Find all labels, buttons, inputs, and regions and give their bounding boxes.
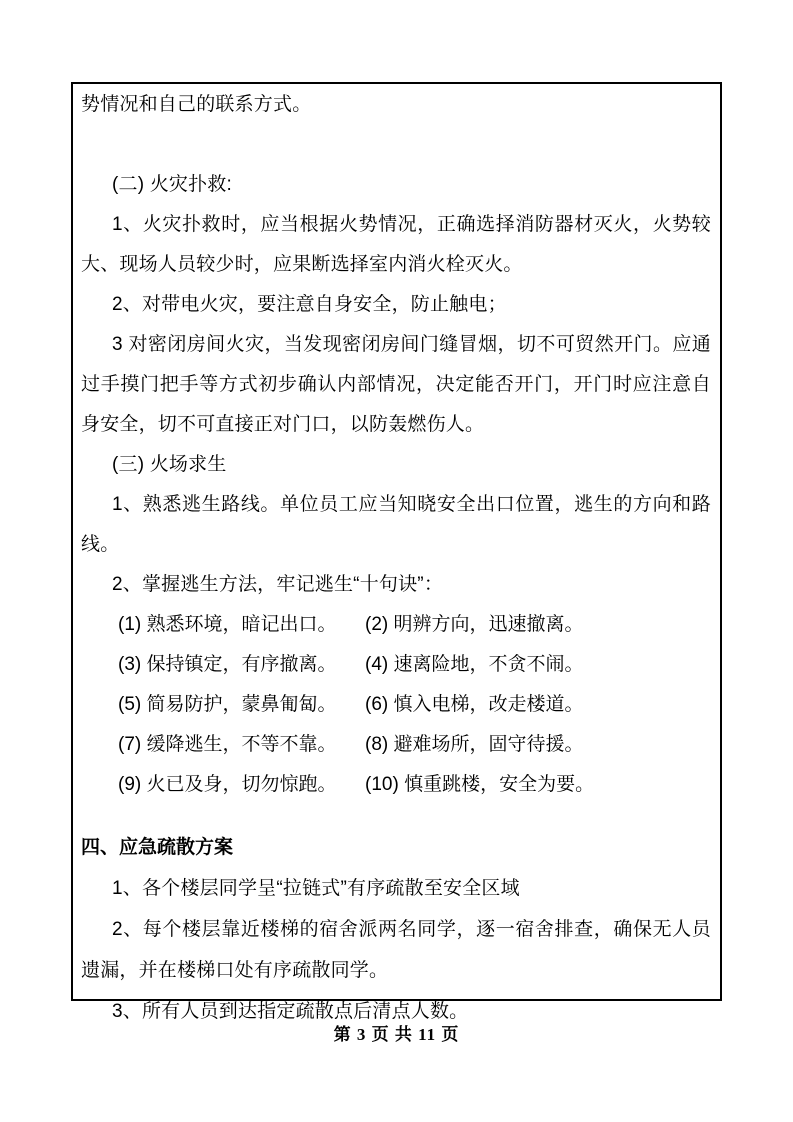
firefighting-item-1: 1、火灾扑救时，应当根据火势情况，正确选择消防器材灭火，火势较大、现场人员较少时，应果断选择室内消火栓灭火。 xyxy=(81,214,711,275)
survival-item-1: 1、熟悉逃生路线。单位员工应当知晓安全出口位置，逃生的方向和路线。 xyxy=(81,494,711,555)
escape-rule-row xyxy=(81,765,711,805)
evacuation-heading: 四、应急疏散方案 xyxy=(81,837,234,858)
escape-rule-2: (2) 明辨方向，迅速撤离。 xyxy=(365,614,584,635)
escape-rule-8: (8) 避难场所，固守待援。 xyxy=(365,734,584,755)
survival-heading: (三) 火场求生 xyxy=(112,454,227,475)
evacuation-item-1: 1、各个楼层同学呈“拉链式”有序疏散至安全区域 xyxy=(112,878,520,899)
survival-item-2: 2、掌握逃生方法，牢记逃生“十句诀”： xyxy=(112,574,444,595)
escape-rule-7: (7) 缓降逃生，不等不靠。 xyxy=(118,734,337,755)
firefighting-item-2: 2、对带电火灾，要注意自身安全，防止触电； xyxy=(112,294,507,315)
escape-rule-10: (10) 慎重跳楼，安全为要。 xyxy=(365,774,595,795)
escape-rule-3: (3) 保持镇定，有序撤离。 xyxy=(118,654,337,675)
escape-rule-9: (9) 火已及身，切勿惊跑。 xyxy=(118,774,337,795)
escape-rule-row xyxy=(81,605,711,645)
evacuation-section xyxy=(81,828,711,1032)
escape-rule-5: (5) 简易防护，蒙鼻匍匐。 xyxy=(118,694,337,715)
evacuation-item-2: 2、每个楼层靠近楼梯的宿舍派两名同学，逐一宿舍排查，确保无人员遗漏，并在楼梯口处有序疏散同学。 xyxy=(81,919,711,981)
firefighting-heading: (二) 火灾扑救: xyxy=(112,174,233,195)
page-number-footer: 第 3 页 共 11 页 xyxy=(333,1025,460,1044)
escape-rule-6: (6) 慎入电梯，改走楼道。 xyxy=(365,694,584,715)
escape-rule-row xyxy=(81,645,711,685)
escape-rule-4: (4) 速离险地，不贪不闹。 xyxy=(365,654,584,675)
blank-line xyxy=(81,125,711,165)
escape-rule-1: (1) 熟悉环境，暗记出口。 xyxy=(118,614,337,635)
continuation-paragraph: 势情况和自己的联系方式。 xyxy=(81,94,312,115)
escape-rule-row xyxy=(81,685,711,725)
evacuation-item-3: 3、所有人员到达指定疏散点后清点人数。 xyxy=(112,1001,469,1022)
firefighting-item-3: 3 对密闭房间火灾，当发现密闭房间门缝冒烟，切不可贸然开门。应通过手摸门把手等方式初步确认内部情况，决定能否开门，开门时应注意自身安全，切不可直接正对门口，以防轰燃伤人。 xyxy=(81,334,711,435)
escape-rule-row xyxy=(81,725,711,765)
document-content-cell xyxy=(71,82,722,1022)
